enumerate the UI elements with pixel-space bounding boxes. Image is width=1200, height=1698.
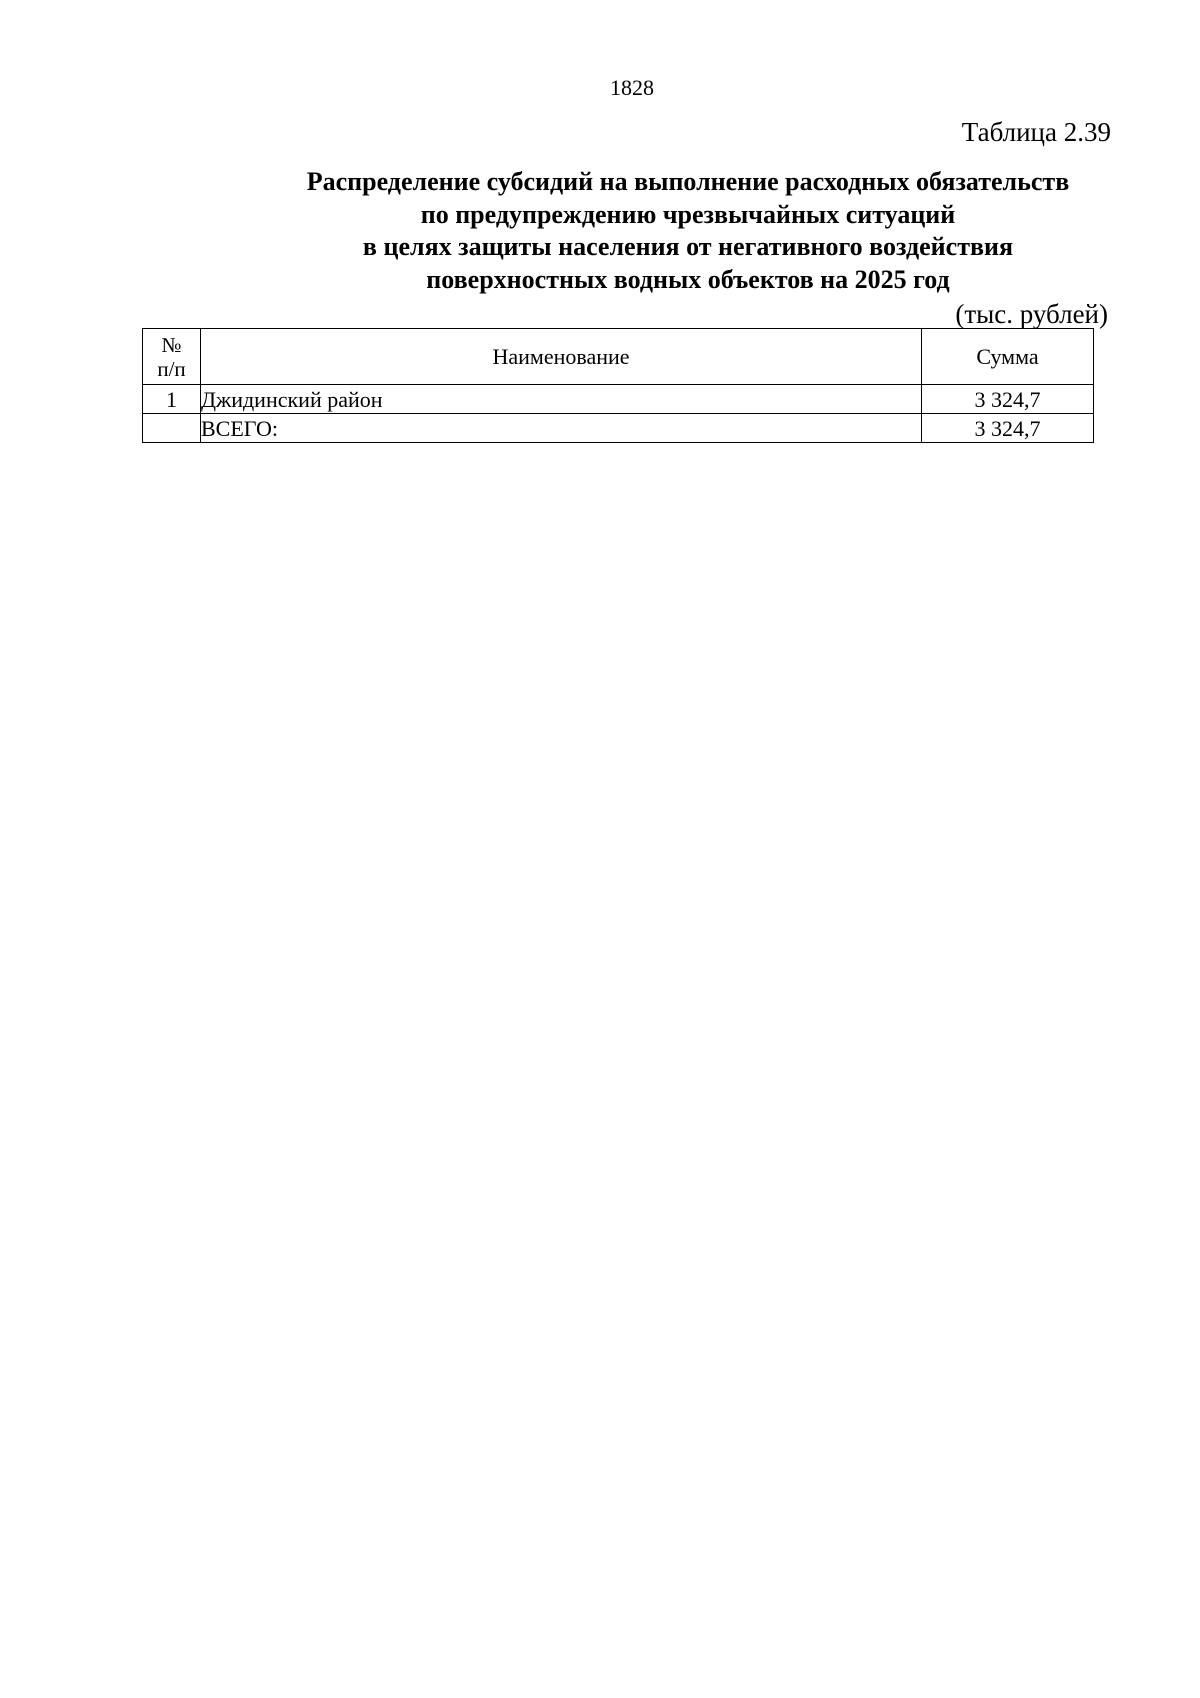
table-row: [143, 385, 1094, 414]
title-line: по предупреждению чрезвычайных ситуаций: [420, 199, 956, 229]
table-header-row: [143, 329, 1094, 385]
title-line: в целях защиты населения от негативного воздействия: [362, 232, 1014, 261]
row-number: 1: [143, 385, 201, 414]
header-number-symbol: №: [161, 332, 182, 357]
row-name: ВСЕГО:: [201, 414, 922, 443]
title-line: Распределение субсидий на выполнение расходных обязательств: [306, 167, 1070, 196]
header-name: Наименование: [201, 329, 922, 385]
header-sum: Сумма: [922, 329, 1094, 385]
units-note: (тыс. рублей): [955, 299, 1108, 329]
row-name: Джидинский район: [201, 385, 922, 414]
subsidy-table: [142, 328, 1094, 443]
table-label: Таблица 2.39: [961, 117, 1111, 147]
row-number: [143, 414, 201, 443]
row-sum: 3 324,7: [922, 385, 1094, 414]
page-number: 1828: [610, 75, 654, 100]
header-number: [143, 329, 201, 385]
document-title: [142, 166, 1200, 296]
table-row-total: [143, 414, 1094, 443]
row-sum: 3 324,7: [922, 414, 1094, 443]
title-line: поверхностных водных объектов на 2025 год: [426, 264, 950, 294]
header-number-label: п/п: [157, 356, 186, 381]
